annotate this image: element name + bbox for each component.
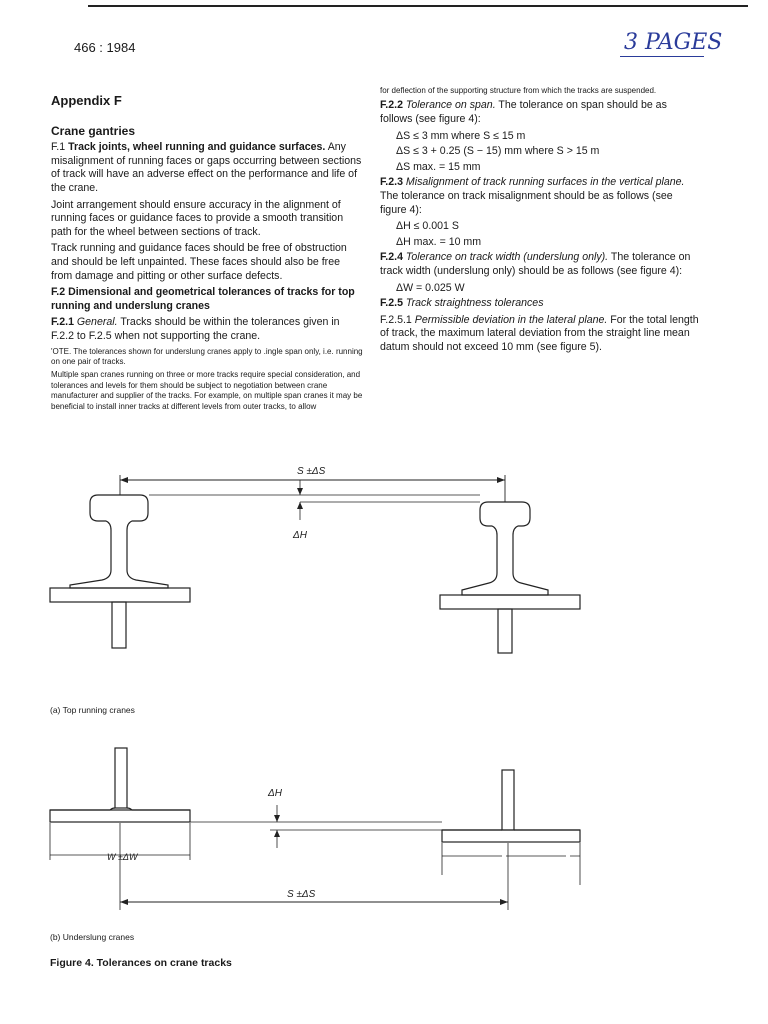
note-underslung: 'OTE. The tolerances shown for underslung cranes apply to .ingle span only, i.e. running on one pair of tracks. [51, 346, 363, 366]
section-title: Crane gantries [51, 123, 136, 138]
left-underslung-section [50, 748, 190, 822]
clause-f21 [51, 316, 363, 343]
clause-f23-label: F.2.3 [380, 176, 403, 189]
left-top-rail-section [50, 495, 190, 648]
note-multiple-span: Multiple span cranes running on three or more tracks require special consideration, and tolerances and levels for them should be subject to negotiation between crane manufacturer and supplier of the tracks. For example, on multiple span cranes it may be beneficial to install inner tracks at different levels from outer tracks, to allow [51, 370, 363, 411]
paragraph-track-faces: Track running and guidance faces should be free of obstruction and should be left unpainted. These faces should also be free from damage and pitting or other surface defects. [51, 242, 347, 282]
label-dh-top: ΔH [293, 530, 307, 541]
clause-f24-heading: Tolerance on track width (underslung only). [405, 251, 609, 264]
clause-f251 [380, 314, 700, 355]
clause-f22-heading: Tolerance on span. [405, 99, 496, 112]
clause-f25-label: F.2.5 [380, 297, 403, 310]
page-top-edge-line [88, 5, 748, 7]
clause-f22 [380, 99, 700, 126]
formula-f23-2: ΔH max. = 10 mm [396, 235, 482, 248]
appendix-title: Appendix F [51, 93, 122, 108]
note-continuation: for deflection of the supporting structure from which the tracks are suspended. [380, 86, 657, 95]
figure-caption: Figure 4. Tolerances on crane tracks [50, 957, 232, 969]
clause-f22-label: F.2.2 [380, 99, 403, 112]
caption-top-running: (a) Top running cranes [50, 705, 135, 715]
clause-f22-text: The tolerance on span should be as follows (see figure 4): [380, 99, 667, 125]
clause-f21-text: Tracks should be within the tolerances given in F.2.2 to F.2.5 when not supporting the crane. [51, 316, 340, 342]
clause-f24 [380, 251, 700, 278]
clause-f24-text: The tolerance on track width (underslung only) should be as follows (see figure 4): [380, 251, 691, 277]
formula-f23-1: ΔH ≤ 0.001 S [396, 220, 459, 233]
right-underslung-section [442, 770, 580, 842]
handwritten-page-count: 3 PAGES [624, 30, 723, 55]
formula-f22-1: ΔS ≤ 3 mm where S ≤ 15 m [396, 129, 526, 142]
clause-f25-heading: Track straightness tolerances [405, 297, 544, 310]
paragraph-joint-arrangement: Joint arrangement should ensure accuracy in the alignment of running faces or guidance faces to provide a smooth transition path for the wheel between sections of track. [51, 198, 344, 238]
clause-f21-heading: General. [76, 316, 118, 329]
formula-f22-2: ΔS ≤ 3 + 0.25 (S − 15) mm where S > 15 m [396, 145, 600, 158]
clause-f251-heading: Permissible deviation in the lateral plane. [414, 313, 608, 326]
clause-f25 [380, 297, 700, 311]
clause-f23-heading: Misalignment of track running surfaces in the vertical plane. [405, 176, 685, 189]
right-top-rail-section [440, 502, 580, 653]
right-column [380, 86, 700, 358]
label-span-top: S ±ΔS [297, 466, 326, 477]
clause-f251-text: For the total length of track, the maximum lateral deviation from the straight line mean datum should not exceed 10 mm (see figure 5). [380, 313, 699, 353]
label-dh-bottom: ΔH [268, 788, 282, 799]
clause-f23-text: The tolerance on track misalignment should be as follows (see figure 4): [380, 189, 673, 216]
clause-f1-heading: Track joints, wheel running and guidance surfaces. [68, 141, 326, 154]
formula-f24: ΔW = 0.025 W [396, 281, 465, 294]
document-number: 466 : 1984 [74, 40, 136, 55]
clause-f251-label: F.2.5.1 [380, 313, 412, 326]
clause-f24-label: F.2.4 [380, 251, 403, 264]
clause-f21-label: F.2.1 [51, 316, 74, 329]
left-column [51, 94, 363, 415]
clause-f1-label: F.1 [51, 141, 66, 154]
clause-f1 [51, 141, 363, 195]
label-span-bottom: S ±ΔS [287, 889, 316, 900]
caption-underslung: (b) Underslung cranes [50, 932, 135, 942]
label-width: W ±ΔW [107, 852, 138, 862]
clause-f23 [380, 176, 700, 217]
formula-f22-3: ΔS max. = 15 mm [396, 160, 481, 173]
handwritten-underline [620, 56, 704, 57]
clause-f1-text: Any misalignment of running faces or gaps occurring between sections of track will have an adverse effect on the performance and life of the crane. [51, 141, 362, 194]
clause-f2-heading: F.2 Dimensional and geometrical tolerances of tracks for top running and underslung cranes [51, 286, 355, 312]
